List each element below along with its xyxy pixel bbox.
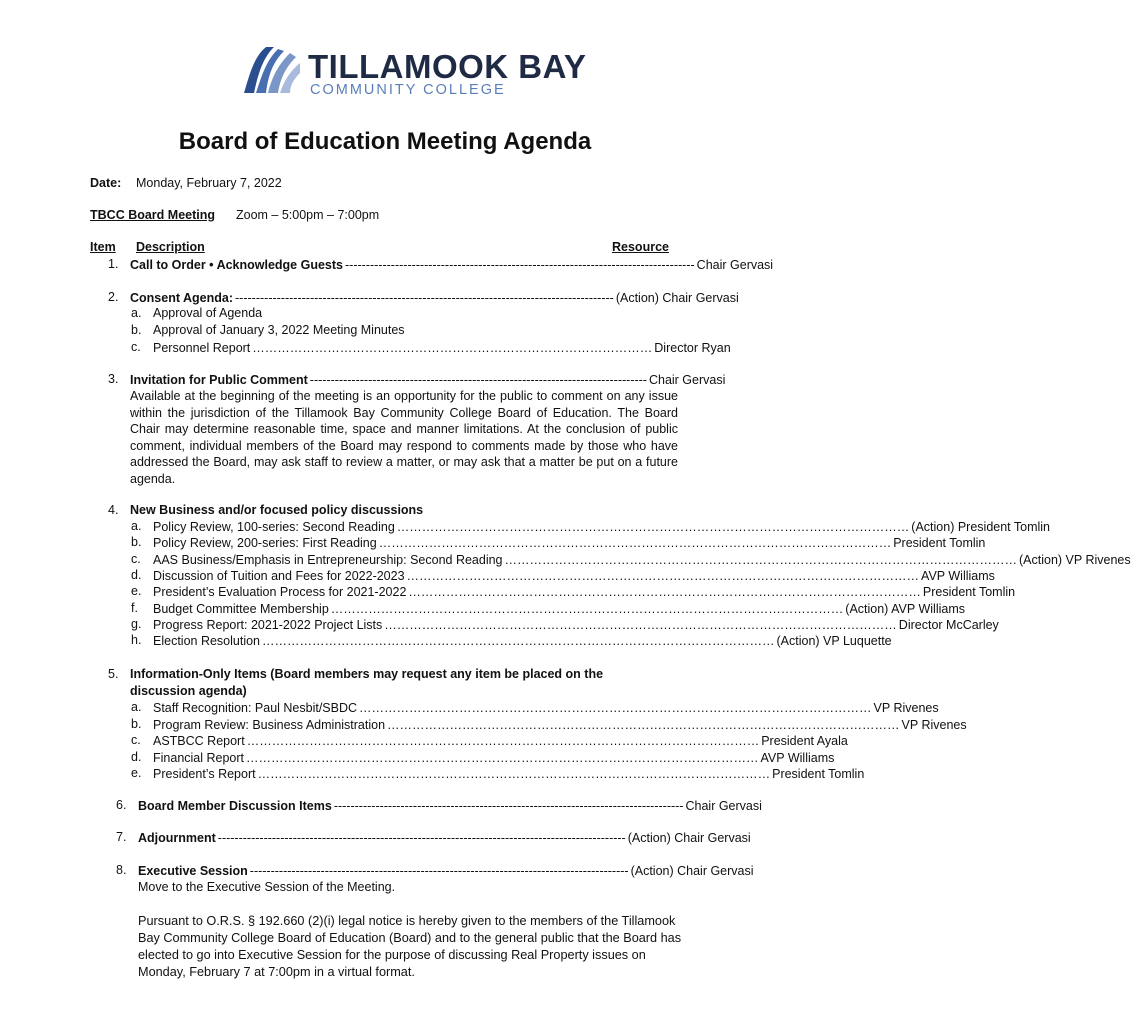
meeting-label: TBCC Board Meeting xyxy=(90,208,215,222)
agenda-item-6: Board Member Discussion Items ------------------------------------------------------------------------------------ Chair Gervasi xyxy=(138,799,762,813)
date-label: Date: xyxy=(90,176,122,190)
sub-item-text: Approval of Agenda xyxy=(153,306,263,320)
sub-item: Program Review: Business Administration …………………………………………………………………………………………………………… VP Rivenes xyxy=(153,717,967,732)
sub-item-text: Staff Recognition: Paul Nesbit/SBDC xyxy=(153,701,358,715)
public-comment-text: Available at the beginning of the meeting is an opportunity for the public to comment on any issue within the jurisdiction of the Tillamook Bay Community College Board of Education. The Board Chair may determine reasonable time, space and manner limitations. At the conclusion of public comment, individual members of the Board may respond to comments made by those who have addressed the Board, may ask staff to review a matter, or may ask that a matter be put on a future agenda. xyxy=(130,389,678,486)
sub-item: Personnel Report …………………………………………………………………………………… Director Ryan xyxy=(153,341,731,355)
item-number: 3. xyxy=(108,372,119,386)
agenda-item-8: Executive Session ------------------------------------------------------------------------------------------- (Action) Chair Gervasi xyxy=(138,864,754,878)
sub-letter: c. xyxy=(131,340,141,354)
sub-item-text: President’s Evaluation Process for 2021-2022 xyxy=(153,585,407,600)
sub-item-text: Policy Review, 100-series: Second Reading xyxy=(153,520,395,534)
sub-item: President’s Evaluation Process for 2021-2022 …………………………………………………………………………………………………………… President Tomlin xyxy=(153,585,1016,600)
sub-item-text: Policy Review, 200-series: First Reading xyxy=(153,536,377,551)
sub-item: AAS Business/Emphasis in Entrepreneurship: Second Reading …………………………………………………………………………………………………………… (Action) VP Rivenes xyxy=(153,552,1131,567)
sub-item-resource: (Action) AVP Williams xyxy=(845,601,965,616)
sub-item-resource: VP Rivenes xyxy=(901,717,967,732)
sub-item: President’s Report …………………………………………………………………………………………………………… President Tomlin xyxy=(153,767,865,781)
sub-item: Progress Report: 2021-2022 Project Lists …………………………………………………………………………………………………………… Director McCarley xyxy=(153,617,999,632)
item-title: Information-Only Items (Board members may request any item be placed on the xyxy=(130,667,604,681)
sub-letter: b. xyxy=(131,716,142,731)
header-description: Description xyxy=(136,240,205,254)
logo-name: TILLAMOOK BAY xyxy=(308,48,587,85)
sub-item-text: Program Review: Business Administration xyxy=(153,717,386,732)
tbcc-logo-icon xyxy=(240,43,302,97)
header-item: Item xyxy=(90,240,116,254)
sub-item-resource: President Ayala xyxy=(761,734,848,748)
sub-item-resource: President Tomlin xyxy=(772,767,865,781)
sub-item-text: AAS Business/Emphasis in Entrepreneurship: Second Reading xyxy=(153,552,503,567)
item-number: 4. xyxy=(108,503,119,517)
sub-item-text: ASTBCC Report xyxy=(153,734,245,748)
sub-item: Discussion of Tuition and Fees for 2022-2023 …………………………………………………………………………………………………………… AVP Williams xyxy=(153,568,995,583)
sub-item-resource: President Tomlin xyxy=(893,536,986,551)
agenda-item-7: Adjournment -------------------------------------------------------------------------------------------------- (Action) Chair Gervasi xyxy=(138,831,751,845)
sub-letter: b. xyxy=(131,535,142,550)
sub-item: Policy Review, 200-series: First Reading …………………………………………………………………………………………………………… President Tomlin xyxy=(153,536,986,551)
sub-item-resource: (Action) VP Luquette xyxy=(776,634,892,649)
item-resource: (Action) Chair Gervasi xyxy=(627,831,751,845)
sub-letter: h. xyxy=(131,633,142,648)
sub-letter: b. xyxy=(131,323,142,337)
logo-subtitle: COMMUNITY COLLEGE xyxy=(310,82,506,98)
item-resource: Chair Gervasi xyxy=(696,258,774,272)
sub-item-resource: (Action) President Tomlin xyxy=(911,520,1051,534)
legal-notice: Pursuant to O.R.S. § 192.660 (2)(i) legal notice is hereby given to the members of the Tillamook Bay Community College Board of Education (Board) and to the general public that the Board has elected to go into Executive Session for the purpose of discussing Real Property issues on Monday, February 7 at 7:00pm in a virtual format. xyxy=(138,914,682,979)
item-title: Board Member Discussion Items xyxy=(138,799,332,813)
sub-item: Policy Review, 100-series: Second Reading …………………………………………………………………………………………………………… (Action) President Tomlin xyxy=(153,520,1051,534)
sub-item-text: Financial Report xyxy=(153,750,245,765)
item-number: 2. xyxy=(108,290,119,304)
sub-letter: f. xyxy=(131,600,138,615)
agenda-item-2: Consent Agenda: ------------------------------------------------------------------------------------------- (Action) Chair Gervasi xyxy=(130,291,739,305)
sub-letter: a. xyxy=(131,700,142,714)
sub-letter: g. xyxy=(131,616,142,631)
page-title: Board of Education Meeting Agenda xyxy=(178,128,592,155)
sub-item-resource: (Action) VP Rivenes xyxy=(1019,552,1131,567)
item-number: 5. xyxy=(108,667,119,681)
item-number: 8. xyxy=(116,863,127,877)
item-resource: Chair Gervasi xyxy=(685,799,762,813)
sub-letter: d. xyxy=(131,749,142,764)
sub-item-resource: President Tomlin xyxy=(922,585,1016,600)
item-title: Call to Order • Acknowledge Guests xyxy=(130,258,343,272)
executive-session-line: Move to the Executive Session of the Meeting. xyxy=(138,880,396,894)
sub-item-text: Discussion of Tuition and Fees for 2022-2023 xyxy=(153,568,405,583)
item-number: 7. xyxy=(116,830,127,844)
item-number: 6. xyxy=(116,798,127,812)
sub-letter: c. xyxy=(131,733,141,747)
item-resource: Chair Gervasi xyxy=(648,373,726,387)
sub-letter: e. xyxy=(131,766,142,780)
sub-letter: c. xyxy=(131,551,141,566)
sub-item: Election Resolution …………………………………………………………………………………………………………… (Action) VP Luquette xyxy=(153,634,892,649)
sub-item-text: Personnel Report xyxy=(153,341,251,355)
sub-letter: e. xyxy=(131,584,142,599)
sub-letter: a. xyxy=(131,519,142,533)
sub-item-resource: VP Rivenes xyxy=(873,701,939,715)
sub-item-text: Budget Committee Membership xyxy=(153,601,329,616)
sub-item-text: Progress Report: 2021-2022 Project Lists xyxy=(153,617,383,632)
item-resource: (Action) Chair Gervasi xyxy=(630,864,754,878)
sub-item-text: Approval of January 3, 2022 Meeting Minutes xyxy=(153,323,405,337)
meeting-value: Zoom – 5:00pm – 7:00pm xyxy=(236,208,380,222)
sub-item-text: President’s Report xyxy=(153,767,256,781)
item-title: Invitation for Public Comment xyxy=(130,373,308,387)
sub-item: Financial Report …………………………………………………………………………………………………………… AVP Williams xyxy=(153,750,835,765)
item-title: Consent Agenda: xyxy=(130,291,234,305)
sub-item-text: Election Resolution xyxy=(153,634,261,649)
sub-item-resource: AVP Williams xyxy=(921,568,995,583)
date-value: Monday, February 7, 2022 xyxy=(136,176,282,190)
sub-item-resource: AVP Williams xyxy=(760,750,835,765)
sub-item: ASTBCC Report …………………………………………………………………………………………………………… President Ayala xyxy=(153,734,848,748)
item-title: Executive Session xyxy=(138,864,248,878)
header-resource: Resource xyxy=(612,240,669,254)
item-resource: (Action) Chair Gervasi xyxy=(615,291,739,305)
sub-item: Staff Recognition: Paul Nesbit/SBDC …………………………………………………………………………………………………………… VP Rivenes xyxy=(153,701,939,715)
sub-item-resource: Director McCarley xyxy=(898,617,999,632)
sub-item: Budget Committee Membership …………………………………………………………………………………………………………… (Action) AVP Williams xyxy=(153,601,965,616)
item-title: Adjournment xyxy=(138,831,216,845)
sub-letter: a. xyxy=(131,306,142,320)
agenda-item-3: Invitation for Public Comment --------------------------------------------------------------------------------- Chair Gervasi xyxy=(130,373,726,387)
sub-letter: d. xyxy=(131,567,142,582)
item-number: 1. xyxy=(108,257,119,271)
agenda-item-1: Call to Order • Acknowledge Guests ------------------------------------------------------------------------------------ Chair Gervasi xyxy=(130,258,774,272)
item-title: New Business and/or focused policy discussions xyxy=(130,503,424,517)
item-title-cont: discussion agenda) xyxy=(130,684,247,698)
sub-item-resource: Director Ryan xyxy=(654,341,731,355)
